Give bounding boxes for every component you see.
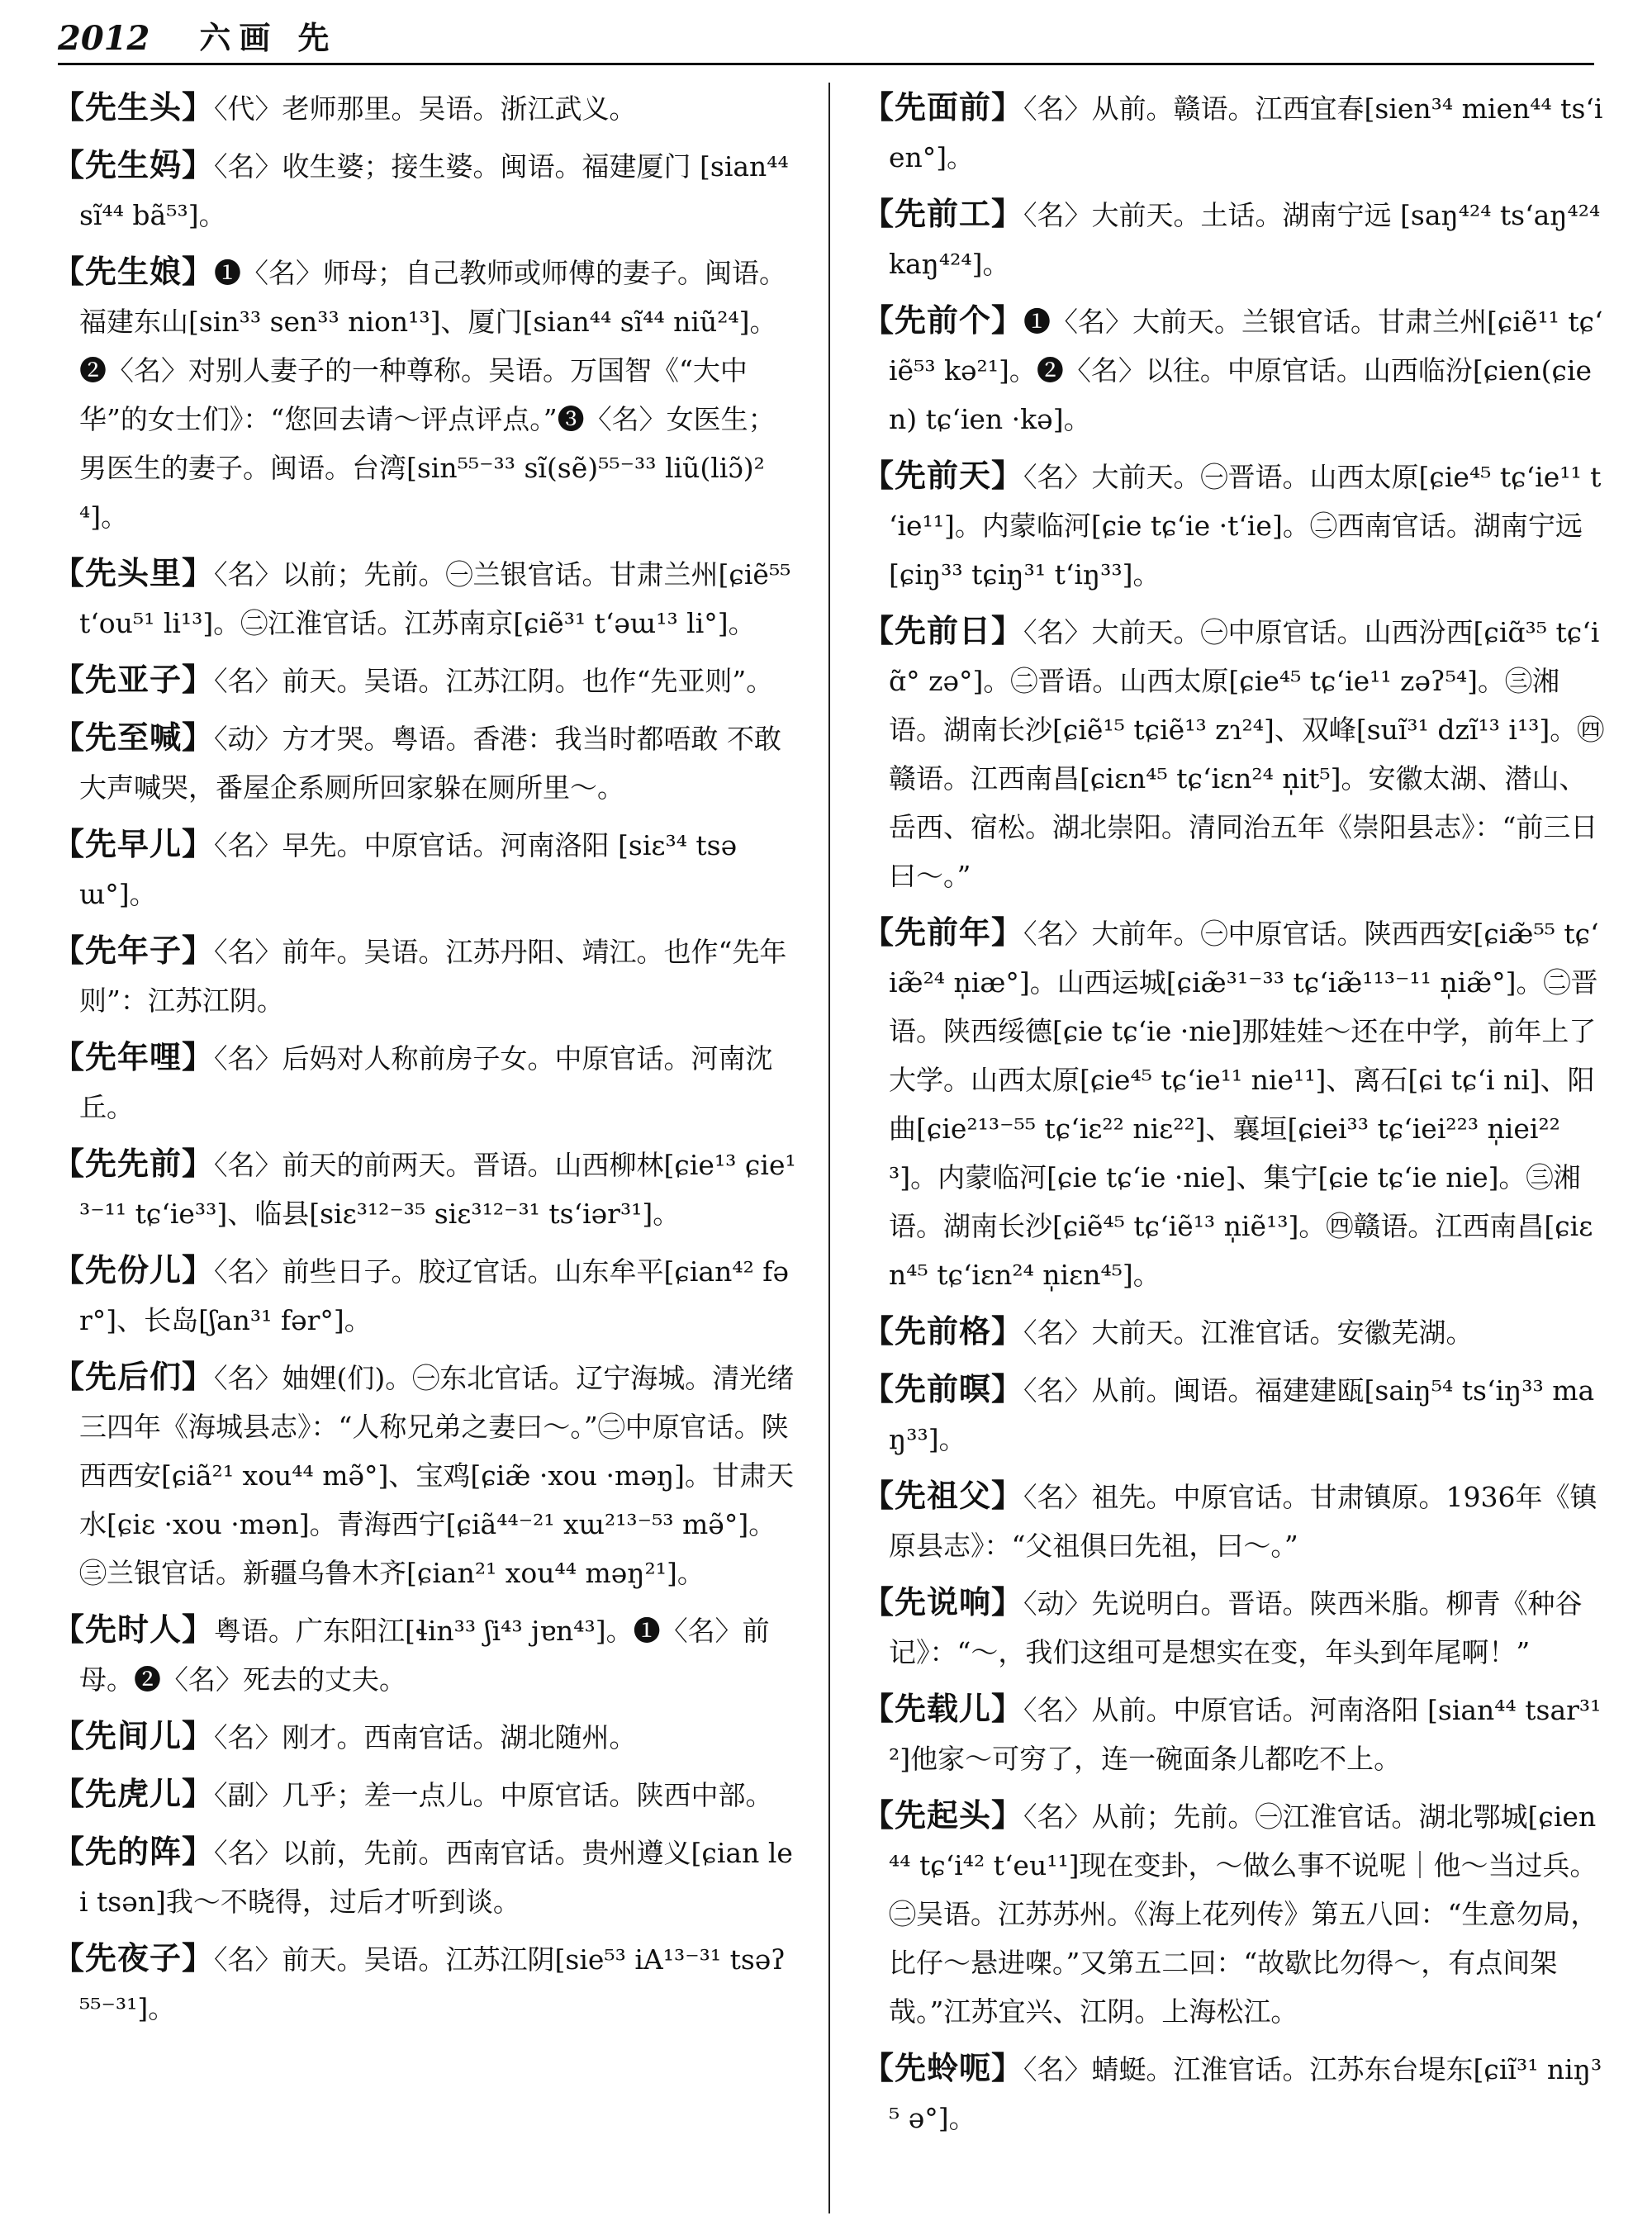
dictionary-entry xyxy=(53,1827,796,1926)
entry-headword: 【先的阵】 xyxy=(53,1833,215,1870)
entry-definition: 〈名〉前天。吴语。江苏江阴[sie⁵³ iA¹³⁻³¹ tsəʔ⁵⁵⁻³¹]。 xyxy=(79,1943,786,2024)
entry-definition: 〈名〉祖先。中原官话。甘肃镇原。1936年《镇原县志》：“父祖俱曰先祖，曰～。” xyxy=(889,1481,1597,1562)
entry-definition: 〈代〉老师那里。吴语。浙江武义。 xyxy=(214,93,637,125)
dictionary-entry xyxy=(862,83,1606,182)
entry-definition: 〈名〉蜻蜓。江淮官话。江苏东台堤东[ɕiĩ³¹ niŋ³⁵ ə°]。 xyxy=(889,2053,1602,2134)
right-column xyxy=(862,83,1606,2213)
entry-headword: 【先前天】 xyxy=(862,457,1024,494)
entry-definition: 〈名〉前年。吴语。江苏丹阳、靖江。也作“先年则”：江苏江阴。 xyxy=(79,936,787,1017)
entry-headword: 【先虎儿】 xyxy=(53,1775,215,1812)
entry-headword: 【先说响】 xyxy=(862,1583,1024,1620)
dictionary-entry xyxy=(862,908,1606,1299)
dictionary-entry xyxy=(862,2043,1606,2142)
entry-headword: 【先头里】 xyxy=(53,554,215,591)
entry-headword: 【先起头】 xyxy=(862,1796,1024,1834)
entry-definition: 〈动〉先说明白。晋语。陕西米脂。柳青《种谷记》：“～，我们这组可是想实在变，年头到年尾啊！” xyxy=(889,1587,1583,1668)
entry-definition: ❶〈名〉大前天。兰银官话。甘肃兰州[ɕiẽ¹¹ tɕʻiẽ⁵³ kə²¹]。❷〈名〉以往。中原官话。山西临汾[ɕien(ɕien) tɕʻien ·kə]。 xyxy=(889,306,1603,435)
entry-definition: 〈名〉收生婆；接生婆。闽语。福建厦门 [sian⁴⁴ sĩ⁴⁴ bã⁵³]。 xyxy=(79,150,789,231)
dictionary-entry xyxy=(53,1711,796,1762)
dictionary-entry xyxy=(862,606,1606,900)
dictionary-entry xyxy=(862,451,1606,599)
page-number: 2012 xyxy=(58,19,150,58)
dictionary-entry xyxy=(862,1578,1606,1677)
dictionary-entry xyxy=(53,1769,796,1820)
entry-definition: 〈名〉早先。中原官话。河南洛阳 [siɛ³⁴ tsəɯ°]。 xyxy=(79,829,738,910)
entry-definition: 〈名〉前天。吴语。江苏江阴。也作“先亚则”。 xyxy=(214,665,774,697)
dictionary-entry xyxy=(53,1139,796,1238)
dictionary-entry xyxy=(53,655,796,705)
dictionary-entry xyxy=(53,247,796,541)
entry-headword: 【先先前】 xyxy=(53,1145,215,1182)
dictionary-entry xyxy=(862,189,1606,288)
entry-headword: 【先份儿】 xyxy=(53,1251,215,1288)
dictionary-entry xyxy=(862,296,1606,444)
entry-headword: 【先前年】 xyxy=(862,913,1024,951)
entry-headword: 【先亚子】 xyxy=(53,661,215,698)
entry-definition: 〈名〉后妈对人称前房子女。中原官话。河南沈丘。 xyxy=(79,1042,773,1123)
entry-headword: 【先面前】 xyxy=(862,88,1024,126)
entry-headword: 【先前工】 xyxy=(862,195,1024,232)
dictionary-entry xyxy=(862,1791,1606,2036)
dictionary-entry xyxy=(53,140,796,240)
dictionary-entry xyxy=(53,83,796,133)
entry-headword: 【先生娘】 xyxy=(53,253,215,290)
dictionary-entry xyxy=(862,1471,1606,1570)
dictionary-entry xyxy=(53,1245,796,1345)
dictionary-entry xyxy=(53,926,796,1025)
entry-headword: 【先前格】 xyxy=(862,1312,1024,1350)
entry-headword: 【先前个】 xyxy=(862,301,1024,339)
entry-definition: 〈名〉前些日子。胶辽官话。山东牟平[ɕian⁴² fər°]、长岛[ʃan³¹ fər°]。 xyxy=(79,1255,790,1336)
entry-headword: 【先生头】 xyxy=(53,88,215,126)
entry-definition: 〈名〉大前年。㊀中原官话。陕西西安[ɕiæ̃⁵⁵ tɕʻiæ̃²⁴ n̩iæ°]。山西运城[ɕiæ̃³¹⁻³³ tɕʻiæ̃¹¹³⁻¹¹ n̩iæ̃°]。㊁晋语。陕西绥德[ɕie tɕʻie ·nie]那娃娃～还在中学，前年上了大学。山西太原[ɕie⁴⁵ tɕʻie¹¹ nie¹¹]、离石[ɕi tɕʻi ni]、阳曲[ɕie²¹³⁻⁵⁵ tɕʻiɛ²² niɛ²²]、襄垣[ɕiei³³ tɕʻiei²²³ n̩iei²²³]。内蒙临河[ɕie tɕʻie ·nie]、集宁[ɕie tɕʻie nie]。㊂湘语。湖南长沙[ɕiẽ⁴⁵ tɕʻiẽ¹³ n̩iẽ¹³]。㊃赣语。江西南昌[ɕiɛn⁴⁵ tɕʻiɛn²⁴ n̩iɛn⁴⁵]。 xyxy=(889,918,1599,1291)
dictionary-entry xyxy=(53,819,796,918)
entry-definition: 〈名〉从前。中原官话。河南洛阳 [sian⁴⁴ tsar³¹²]他家～可穷了，连一碗面条儿都吃不上。 xyxy=(889,1694,1602,1775)
entry-definition: 〈名〉以前；先前。㊀兰银官话。甘肃兰州[ɕiẽ⁵⁵ tʻou⁵¹ li¹³]。㊁江淮官话。江苏南京[ɕiẽ³¹ tʻəɯ¹³ li°]。 xyxy=(79,558,791,639)
left-column xyxy=(53,83,796,2213)
dictionary-entry xyxy=(53,1352,796,1597)
section-title: 六画 先 xyxy=(199,19,338,56)
dictionary-entry xyxy=(53,1032,796,1132)
entry-definition: 〈名〉妯娌(们)。㊀东北官话。辽宁海城。清光绪三四年《海城县志》：“人称兄弟之妻曰～。”㊁中原官话。陕西西安[ɕiã²¹ xou⁴⁴ mə̃°]、宝鸡[ɕiæ̃ ·xou ·məŋ]。甘肃天水[ɕiɛ ·xou ·mən]。青海西宁[ɕiã⁴⁴⁻²¹ xɯ²¹³⁻⁵³ mə̃°]。㊂兰银官话。新疆乌鲁木齐[ɕian²¹ xou⁴⁴ məŋ²¹]。 xyxy=(79,1362,795,1589)
entry-definition: 〈名〉刚才。西南官话。湖北随州。 xyxy=(214,1721,637,1753)
entry-definition: 〈名〉以前，先前。西南官话。贵州遵义[ɕian lei tsən]我～不晓得，过后才听到谈。 xyxy=(79,1837,793,1918)
entry-headword: 【先夜子】 xyxy=(53,1939,215,1976)
entry-definition: 〈名〉大前天。土话。湖南宁远 [saŋ⁴²⁴ tsʻaŋ⁴²⁴ kaŋ⁴²⁴]。 xyxy=(889,199,1601,280)
dictionary-entry xyxy=(53,1605,796,1704)
entry-definition: 粤语。广东阳江[ɬin³³ ʃi⁴³ jɐn⁴³]。❶〈名〉前母。❷〈名〉死去的丈夫。 xyxy=(79,1615,770,1696)
entry-headword: 【先时人】 xyxy=(53,1611,215,1648)
entry-headword: 【先至喊】 xyxy=(53,719,215,756)
dictionary-entry xyxy=(862,1684,1606,1783)
entry-headword: 【先前暝】 xyxy=(862,1370,1024,1407)
entry-headword: 【先载儿】 xyxy=(862,1690,1024,1727)
entry-definition: 〈名〉大前天。㊀中原官话。山西汾西[ɕiɑ̃³⁵ tɕʻiɑ̃° zə°]。㊁晋语。山西太原[ɕie⁴⁵ tɕʻie¹¹ zəʔ⁵⁴]。㊂湘语。湖南长沙[ɕiẽ¹⁵ tɕiẽ¹³ zɿ²⁴]、双峰[suĩ³¹ dzĩ¹³ i¹³]。㊃赣语。江西南昌[ɕiɛn⁴⁵ tɕʻiɛn²⁴ n̩it⁵]。安徽太湖、潜山、岳西、宿松。湖北崇阳。清同治五年《崇阳县志》：“前三日曰～。” xyxy=(889,616,1605,892)
entry-headword: 【先后们】 xyxy=(53,1358,215,1395)
dictionary-entry xyxy=(862,1307,1606,1357)
entry-definition: 〈名〉大前天。江淮官话。安徽芜湖。 xyxy=(1023,1317,1474,1349)
entry-definition: 〈名〉从前。闽语。福建建瓯[saiŋ⁵⁴ tsʻiŋ³³ maŋ³³]。 xyxy=(889,1374,1595,1455)
entry-headword: 【先早儿】 xyxy=(53,825,215,862)
entry-headword: 【先年子】 xyxy=(53,932,215,969)
entry-headword: 【先祖父】 xyxy=(862,1477,1024,1514)
entry-definition: 〈副〉几乎；差一点儿。中原官话。陕西中部。 xyxy=(214,1779,773,1811)
entry-definition: 〈名〉从前；先前。㊀江淮官话。湖北鄂城[ɕien⁴⁴ tɕʻi⁴² tʻeu¹¹]现在变卦，～做么事不说呢｜他～当过兵。㊁吴语。江苏苏州。《海上花列传》第五八回：“生意勿局，比仔～悬进㗎。”又第五二回：“故歇比勿得～，有点间架哉。”江苏宜兴、江阴。上海松江。 xyxy=(889,1801,1598,2028)
entry-headword: 【先生妈】 xyxy=(53,146,215,183)
dictionary-entry xyxy=(862,1364,1606,1464)
dictionary-columns xyxy=(53,83,1606,2213)
entry-headword: 【先前日】 xyxy=(862,612,1024,649)
column-divider xyxy=(828,83,830,2213)
page-header xyxy=(58,12,1594,65)
entry-headword: 【先蛉呃】 xyxy=(862,2049,1024,2086)
dictionary-entry xyxy=(53,713,796,812)
dictionary-entry xyxy=(53,548,796,648)
entry-definition: 〈名〉从前。赣语。江西宜春[sien³⁴ mien⁴⁴ tsʻien°]。 xyxy=(889,93,1603,173)
entry-definition: 〈名〉前天的前两天。晋语。山西柳林[ɕie¹³ ɕie¹³⁻¹¹ tɕʻie³³]、临县[siɛ³¹²⁻³⁵ siɛ³¹²⁻³¹ tsʻiər³¹]。 xyxy=(79,1149,796,1230)
entry-headword: 【先间儿】 xyxy=(53,1717,215,1754)
dictionary-entry xyxy=(53,1933,796,2033)
entry-definition: ❶〈名〉师母；自己教师或师傅的妻子。闽语。福建东山[sin³³ sen³³ nion¹³]、厦门[sian⁴⁴ sĩ⁴⁴ niũ²⁴]。❷〈名〉对别人妻子的一种尊称。吴语。万国智《“大中华”的女士们》：“您回去请～评点评点。”❸〈名〉女医生；男医生的妻子。闽语。台湾[sin⁵⁵⁻³³ sĩ(sẽ)⁵⁵⁻³³ liũ(liɔ̃)²⁴]。 xyxy=(79,257,787,533)
entry-definition: 〈动〉方才哭。粤语。香港：我当时都唔敢 不敢大声喊哭，番屋企系厕所回家躲在厕所里～。 xyxy=(79,723,782,804)
entry-headword: 【先年哩】 xyxy=(53,1038,215,1075)
entry-definition: 〈名〉大前天。㊀晋语。山西太原[ɕie⁴⁵ tɕʻie¹¹ tʻie¹¹]。内蒙临河[ɕie tɕʻie ·tʻie]。㊁西南官话。湖南宁远[ɕiŋ³³ tɕiŋ³¹ tʻiŋ³³]。 xyxy=(889,461,1602,591)
